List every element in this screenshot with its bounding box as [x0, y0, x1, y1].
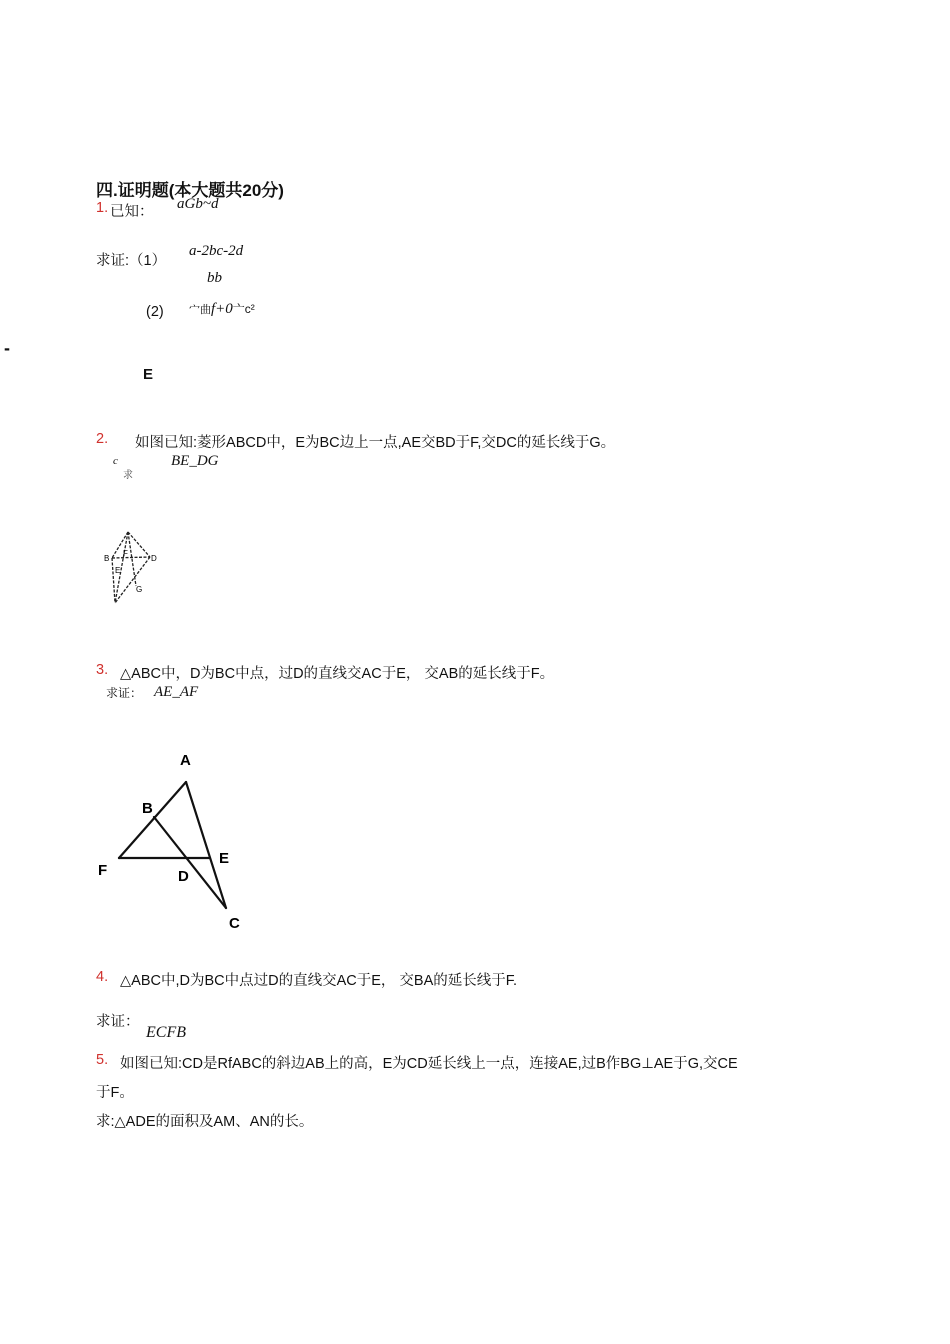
q2-label-g: G: [136, 585, 143, 594]
q3-label-d: D: [178, 868, 189, 885]
q2-rhombus-figure: [98, 522, 168, 614]
stray-letter-e: E: [143, 366, 154, 383]
q3-label-f: F: [98, 862, 108, 879]
q2-label-e: E: [115, 566, 121, 575]
q1-expression-1-denominator: bb: [207, 270, 222, 286]
q2-fragment-qiu: 求: [123, 470, 133, 481]
q3-triangle-figure: [92, 742, 252, 938]
q3-number: 3.: [96, 662, 109, 678]
q2-fragment-c: c: [113, 455, 118, 467]
q1-expression-2: 宀曲f+0亠c²: [189, 301, 255, 317]
q2-label-d: D: [151, 554, 157, 563]
q2-label-b: B: [104, 554, 110, 563]
q1-prove-label: 求证:（1）: [96, 253, 167, 269]
q4-number: 4.: [96, 969, 109, 985]
q2-prove-expression: BE_DG: [171, 453, 219, 469]
q1-given-expression: aGb~d: [177, 196, 219, 212]
q3-label-c: C: [229, 915, 240, 932]
q5-number: 5.: [96, 1052, 109, 1068]
q3-prove-expression: AE_AF: [154, 684, 199, 700]
q1-expression-1-numerator: a-2bc-2d: [189, 243, 244, 259]
section-title: 四.证明题(本大题共20分): [96, 181, 284, 200]
q4-prove-expression: ECFB: [146, 1024, 186, 1041]
q4-prove-label: 求证：: [96, 1014, 140, 1030]
q5-text-line2: 于F。: [96, 1085, 134, 1101]
q3-label-e: E: [219, 850, 230, 867]
q2-label-f: F: [123, 549, 128, 558]
q5-ask: 求:△ADE的面积及AM、AN的长。: [96, 1114, 314, 1130]
q3-prove-label: 求证：: [106, 686, 143, 700]
q3-label-a: A: [180, 752, 191, 769]
q1-number: 1.: [96, 200, 109, 216]
q3-text: △ABC中，D为BC中点，过D的直线交AC于E， 交AB的延长线于F。: [120, 666, 555, 682]
stray-dash: -: [4, 338, 10, 358]
q2-text: 如图已知:菱形ABCD中，E为BC边上一点,AE交BD于F,交DC的延长线于G。: [135, 435, 616, 451]
q5-text-line1: 如图已知:CD是RfABC的斜边AB上的高，E为CD延长线上一点，连接AE,过B作BG⊥AE于G,交CE: [120, 1056, 738, 1072]
q2-number: 2.: [96, 431, 109, 447]
q4-text: △ABC中,D为BC中点过D的直线交AC于E， 交BA的延长线于F.: [120, 973, 518, 989]
q3-label-b: B: [142, 800, 153, 817]
q1-given-label: 已知：: [110, 204, 154, 220]
q1-part2-label: (2): [146, 304, 164, 320]
